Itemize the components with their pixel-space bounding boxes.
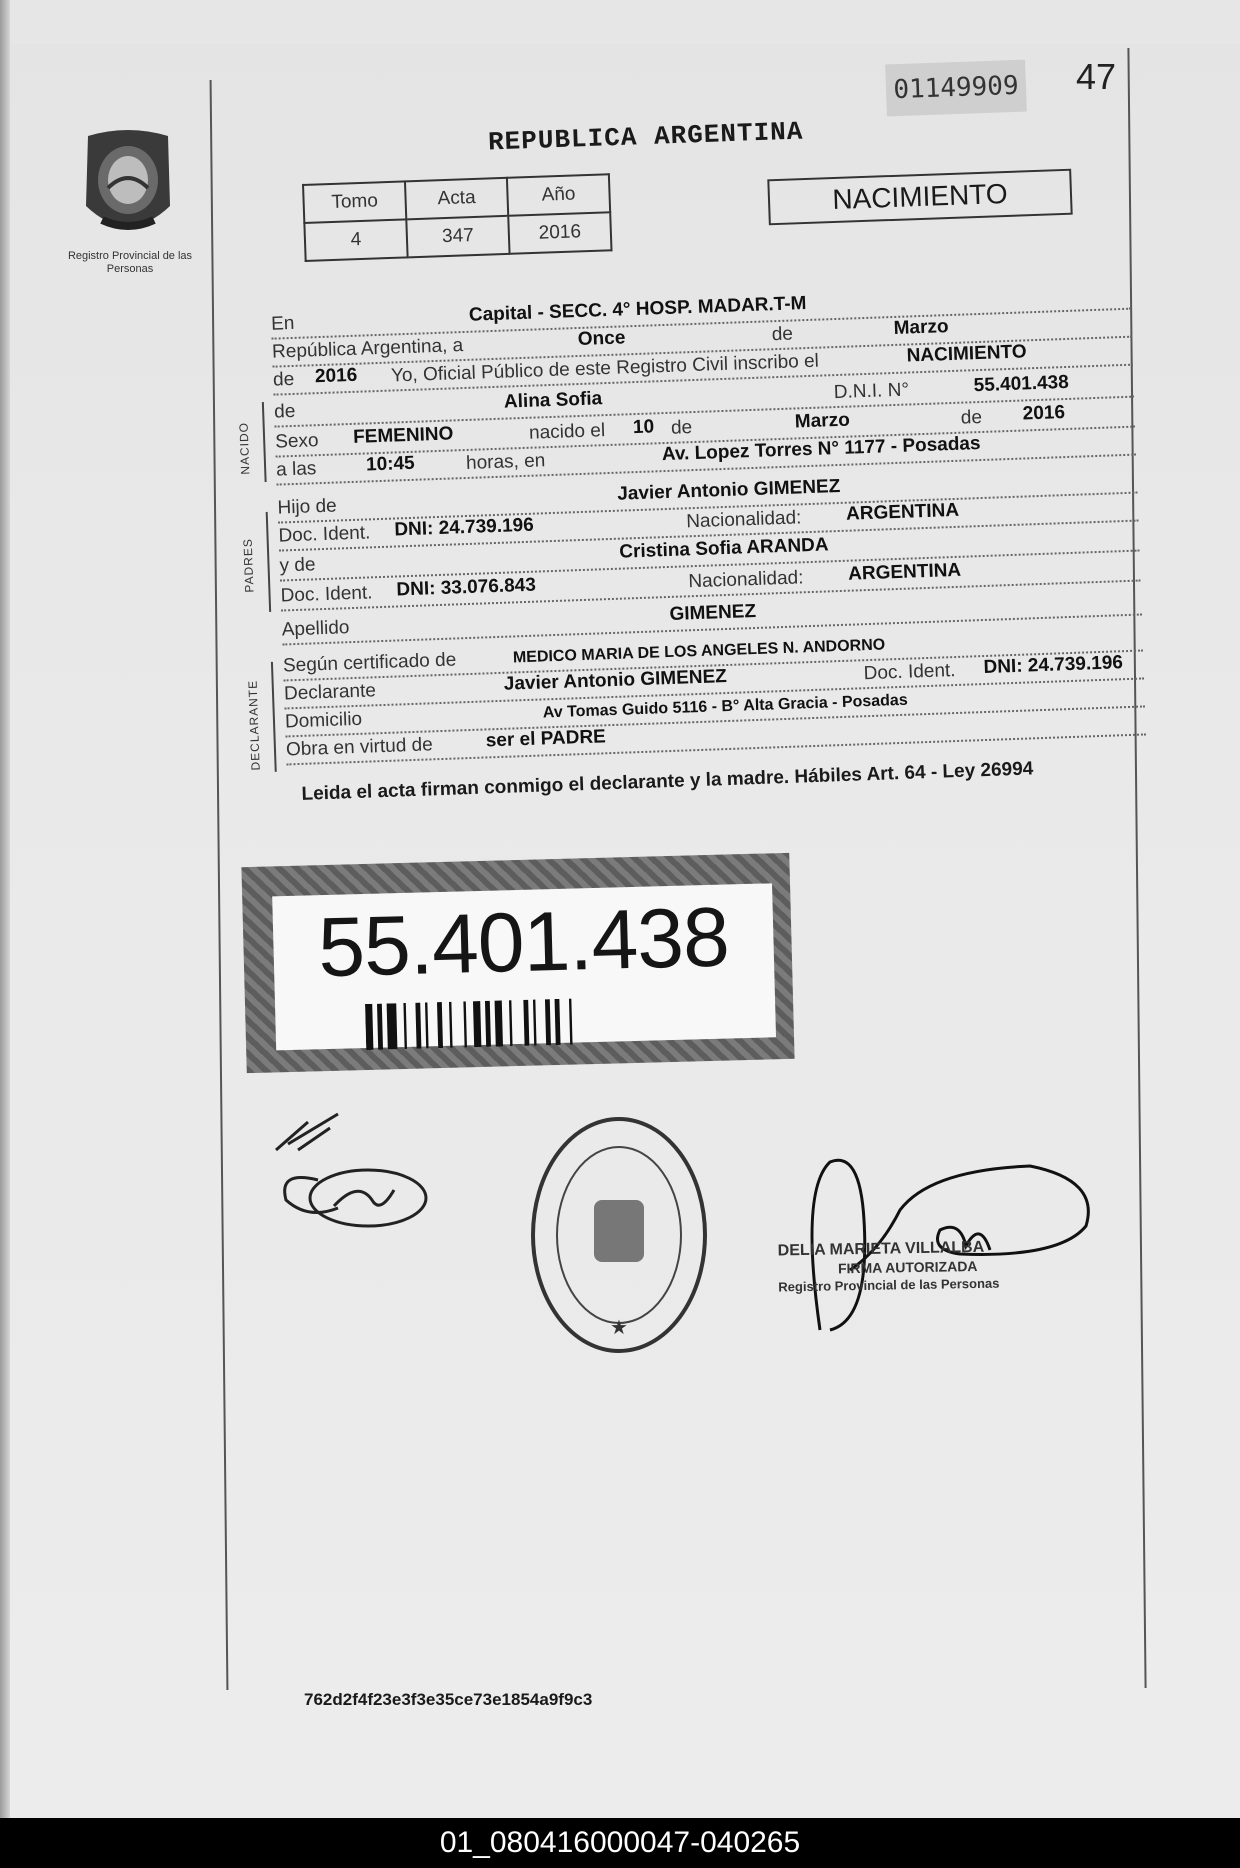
ref-value-acta: 347: [406, 216, 509, 258]
official-stamp-icon: [528, 1114, 710, 1356]
signatory-role: FIRMA AUTORIZADA: [837, 1257, 978, 1277]
label-nacionalidad-father: Nacionalidad:: [685, 507, 802, 533]
ref-header-anio: Año: [507, 174, 610, 216]
value-address: Av Tomas Guido 5116 - B° Alta Gracia - Posadas: [542, 691, 908, 722]
label-de-year: de: [272, 368, 295, 391]
value-declarant: Javier Antonio GIMENEZ: [503, 666, 728, 695]
value-birth-place: Av. Lopez Torres N° 1177 - Posadas: [661, 433, 981, 466]
label-nacionalidad-mother: Nacionalidad:: [688, 567, 804, 593]
sticker-label: [272, 883, 776, 1050]
dni-sticker: [241, 853, 794, 1073]
label-domicilio: Domicilio: [284, 708, 363, 733]
declarante-bracket: [271, 662, 277, 772]
value-birth-year: 2016: [1022, 402, 1066, 425]
label-obra: Obra en virtud de: [285, 734, 434, 761]
signatory-name: DELIA MARIETA VILLALBA: [777, 1238, 985, 1260]
provincial-crest-icon: [78, 128, 178, 248]
document-hash: 762d2f4f23e3f3e35ce73e1854a9f9c3: [304, 1690, 593, 1709]
label-republica: República Argentina, a: [271, 335, 464, 363]
declarant-signature-icon: [268, 1110, 428, 1240]
label-apellido: Apellido: [281, 617, 350, 641]
value-mother-nationality: ARGENTINA: [847, 559, 962, 585]
left-margin-line: [210, 80, 229, 1690]
ref-header-tomo: Tomo: [303, 181, 406, 223]
label-oficial: Yo, Oficial Público de este Registro Civil inscribo el: [390, 350, 820, 387]
document-type-box: NACIMIENTO: [767, 169, 1072, 226]
document-title: REPUBLICA ARGENTINA: [487, 116, 804, 158]
closing-statement: Leida el acta firman conmigo el declarante y la madre. Hábiles Art. 64 - Ley 26994: [301, 758, 1034, 805]
value-dni: 55.401.438: [973, 371, 1070, 397]
label-segun: Según certificado de: [282, 649, 457, 677]
label-a-las: a las: [275, 458, 317, 481]
value-father-nationality: ARGENTINA: [845, 499, 960, 525]
reference-table: [302, 173, 613, 262]
side-label-nacido: NACIDO: [236, 421, 253, 475]
page-number: 47: [1076, 56, 1117, 97]
value-surname: GIMENEZ: [669, 600, 757, 625]
label-dni: D.N.I. N°: [833, 379, 910, 404]
ref-value-anio: 2016: [508, 212, 611, 254]
label-doc-ident-mother: Doc. Ident.: [280, 582, 373, 607]
value-year: 2016: [314, 364, 358, 388]
padres-bracket: [266, 512, 271, 612]
value-declarant-doc: DNI: 24.739.196: [983, 652, 1124, 679]
value-place: Capital - SECC. 4° HOSP. MADAR.T-M: [468, 293, 807, 326]
label-de-year2: de: [960, 406, 983, 429]
barcode-icon: [365, 996, 686, 1050]
label-doc-ident-declarant: Doc. Ident.: [863, 660, 956, 685]
ref-header-acta: Acta: [405, 178, 508, 220]
value-sex: FEMENINO: [352, 423, 454, 448]
label-de: de: [771, 323, 794, 346]
sticker-number: 55.401.438: [317, 889, 730, 995]
record-form: [236, 261, 1141, 805]
label-nacido-el: nacido el: [528, 420, 606, 444]
side-label-declarante: DECLARANTE: [245, 679, 263, 771]
value-birth-time: 10:45: [365, 452, 416, 476]
file-id-footer: 01_080416000047-040265: [0, 1818, 1240, 1868]
signatory-org: Registro Provincial de las Personas: [778, 1275, 1000, 1295]
label-doc-ident: Doc. Ident.: [278, 522, 371, 547]
value-father-doc: DNI: 24.739.196: [394, 514, 535, 541]
svg-text:★: ★: [610, 1317, 628, 1339]
value-day-words: Once: [577, 327, 626, 350]
control-number: 01149909: [885, 60, 1027, 117]
nacido-bracket: [262, 402, 267, 482]
signatory-block: [778, 1238, 1059, 1297]
value-act-type: NACIMIENTO: [906, 341, 1027, 367]
label-horas-en: horas, en: [465, 450, 546, 474]
value-father-name: Javier Antonio GIMENEZ: [616, 475, 841, 505]
value-certificate-by: MEDICO MARIA DE LOS ANGELES N. ANDORNO: [512, 636, 886, 667]
label-de-month: de: [670, 417, 693, 439]
label-hijo-de: Hijo de: [277, 495, 338, 519]
value-mother-doc: DNI: 33.076.843: [396, 574, 537, 601]
top-margin: [0, 0, 1240, 44]
label-en: En: [270, 312, 295, 335]
value-birth-month: Marzo: [794, 409, 851, 433]
label-sexo: Sexo: [274, 430, 319, 453]
label-de-name: de: [273, 400, 296, 423]
value-birth-day: 10: [632, 416, 655, 439]
page-edge: [0, 0, 10, 1818]
side-label-padres: PADRES: [240, 537, 257, 593]
crest-caption: Registro Provincial de las Personas: [67, 250, 193, 275]
value-mother-name: Cristina Sofia ARANDA: [618, 534, 829, 563]
value-name: Alina Sofia: [503, 388, 603, 413]
ref-value-tomo: 4: [304, 219, 407, 261]
label-declarante: Declarante: [283, 680, 377, 705]
label-y-de: y de: [279, 554, 316, 577]
value-by-virtue: ser el PADRE: [485, 726, 607, 752]
value-month: Marzo: [893, 316, 949, 339]
